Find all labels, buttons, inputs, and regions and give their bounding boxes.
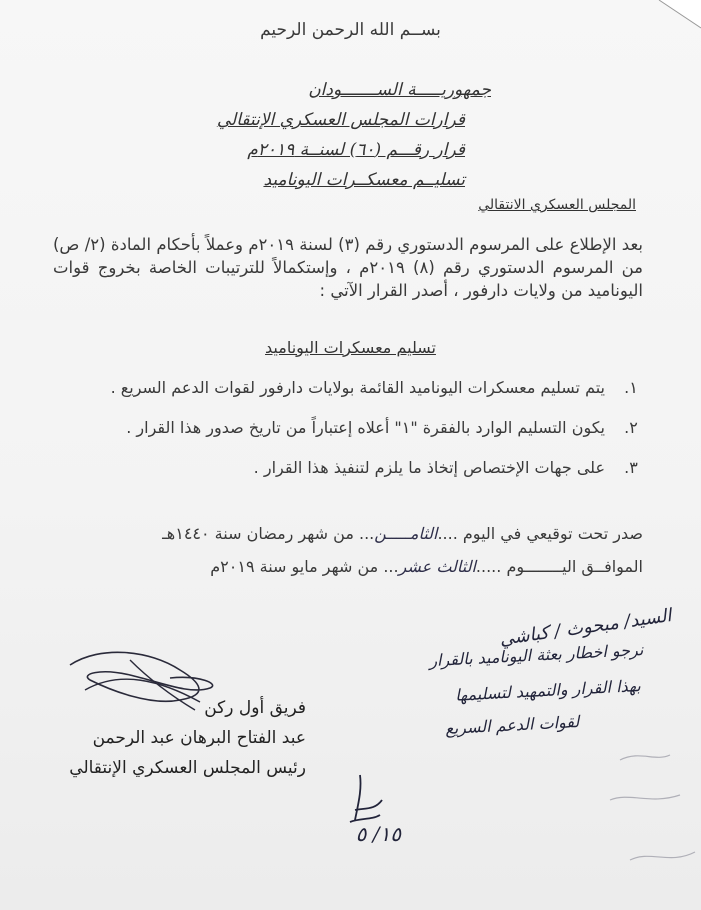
decision-number: قرار رقـــم (٦٠) لسنــة ٢٠١٩م xyxy=(247,140,465,160)
margin-scribbles xyxy=(600,700,701,900)
decision-subject: تسليــم معسكــرات اليوناميد xyxy=(263,170,465,190)
decisions-title: قرارات المجلس العسكري الإنتقالي xyxy=(216,110,465,130)
issued-suffix: ... من شهر رمضان سنة ١٤٤٠هـ xyxy=(162,524,375,543)
issued-line-gregorian xyxy=(210,557,643,576)
handwritten-day: الثالث عشر xyxy=(398,557,476,576)
item-text: يكون التسليم الوارد بالفقرة "١" أعلاه إعتباراً من تاريخ صدور هذا القرار . xyxy=(126,418,605,437)
issued-suffix: ... من شهر مايو سنة ٢٠١٩م xyxy=(210,557,399,576)
annotation-line: لقوات الدعم السريع xyxy=(444,712,580,739)
council-label: المجلس العسكري الانتقالي xyxy=(478,197,636,213)
list-item xyxy=(126,418,643,437)
item-text: يتم تسليم معسكرات اليوناميد القائمة بولايات دارفور لقوات الدعم السريع . xyxy=(110,378,605,397)
basmala: بســم الله الرحمن الرحيم xyxy=(260,20,441,40)
handwritten-day: الثامـــــن xyxy=(374,524,438,543)
initials-mark xyxy=(340,770,400,830)
item-number: ٢. xyxy=(624,418,638,437)
issued-prefix: صدر تحت توقيعي في اليوم .... xyxy=(437,524,643,543)
signatory-name: عبد الفتاح البرهان عبد الرحمن xyxy=(92,728,306,748)
annotation-line: السيد/ مبحوث / كباشي xyxy=(497,605,673,651)
item-text: على جهات الإختصاص إتخاذ ما يلزم لتنفيذ هذا القرار . xyxy=(253,458,605,477)
item-number: ٣. xyxy=(624,458,638,477)
signatory-title: رئيس المجلس العسكري الإنتقالي xyxy=(69,758,306,778)
annotation-line: بهذا القرار والتمهيد لتسليمها xyxy=(455,676,642,705)
list-item xyxy=(254,458,643,477)
annotation-date: ١٥/ ٥ xyxy=(355,822,401,846)
intro-paragraph: بعد الإطلاع على المرسوم الدستوري رقم (٣) لسنة ٢٠١٩م وعملاً بأحكام المادة (٢/ ص) من المرسوم الدستوري رقم (٨) ٢٠١٩م ، وإستكمالاً للترتيبات الخاصة بخروج قوات اليوناميد من ولايات دارفور ، أصدر القرار الآتي : xyxy=(53,235,644,300)
section-title: تسليم معسكرات اليوناميد xyxy=(265,338,436,357)
item-number: ١. xyxy=(624,378,638,397)
annotation-line: نرجو اخطار بعثة اليوناميد بالقرار xyxy=(428,640,644,671)
signatory-rank: فريق أول ركن xyxy=(204,698,306,718)
republic-title: جمهوريـــــة الســـــــودان xyxy=(308,80,491,100)
issued-line-hijri xyxy=(162,524,643,543)
issued-prefix: الموافــق اليــــــــوم ..... xyxy=(475,557,643,576)
list-item xyxy=(111,378,643,397)
